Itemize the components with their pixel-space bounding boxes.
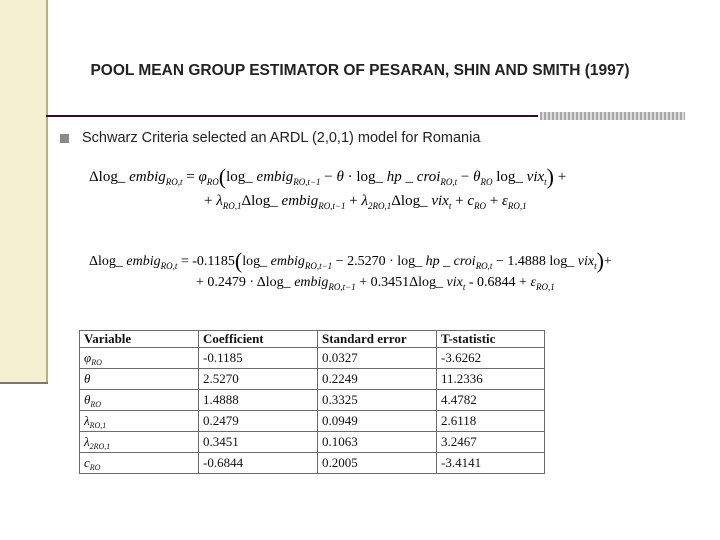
std-error-cell: 0.0949 <box>318 411 437 432</box>
coefficient-cell: 1.4888 <box>199 390 318 411</box>
slide-title: POOL MEAN GROUP ESTIMATOR OF PESARAN, SHIN AND SMITH (1997) <box>90 62 630 79</box>
std-error-cell: 0.0327 <box>318 348 437 369</box>
coefficient-cell: 0.3451 <box>199 432 318 453</box>
std-error-cell: 0.2005 <box>318 453 437 474</box>
table-row <box>80 348 545 369</box>
coefficient-cell: -0.1185 <box>199 348 318 369</box>
bullet-text: Schwarz Criteria selected an ARDL (2,0,1) model for Romania <box>82 130 481 146</box>
t-stat-cell: 11.2336 <box>437 369 545 390</box>
t-stat-cell: 4.4782 <box>437 390 545 411</box>
variable-cell: $c_{RO}$ <box>80 453 199 474</box>
table-row <box>80 390 545 411</box>
coefficient-cell: 0.2479 <box>199 411 318 432</box>
variable-cell: $\lambda_{2RO,1}$ <box>80 432 199 453</box>
std-error-cell: 0.2249 <box>318 369 437 390</box>
variable-cell: $\varphi_{RO}$ <box>80 348 199 369</box>
header-t-statistic: T-statistic <box>437 331 545 348</box>
coefficient-table <box>79 330 545 474</box>
header-coefficient: Coefficient <box>199 331 318 348</box>
t-stat-cell: -3.6262 <box>437 348 545 369</box>
variable-cell: $\theta_{RO}$ <box>80 390 199 411</box>
coefficient-cell: -0.6844 <box>199 453 318 474</box>
coefficient-cell: 2.5270 <box>199 369 318 390</box>
header-variable: Variable <box>80 331 199 348</box>
t-stat-cell: -3.4141 <box>437 453 545 474</box>
estimated-equation-line-2: + 0.2479 · Δlog_ embig$_{RO,t-1}$ + 0.3451Δlog_ $vix_t - 0.6844 + \varepsilon_{RO,1}$ <box>196 275 555 292</box>
table-row <box>80 432 545 453</box>
header-standard-error: Standard error <box>318 331 437 348</box>
t-stat-cell: 2.6118 <box>437 411 545 432</box>
table-row <box>80 411 545 432</box>
std-error-cell: 0.3325 <box>318 390 437 411</box>
t-stat-cell: 3.2467 <box>437 432 545 453</box>
title-divider <box>46 115 538 117</box>
std-error-cell: 0.1063 <box>318 432 437 453</box>
side-band-rule <box>0 382 48 384</box>
model-equation-line-2: + $\lambda_{RO,1}\Delta\log\_$ embig$_{RO,t-1}$ + $\lambda_{2RO,1}\Delta\log\_$ $vix_t + c_{RO} + \varepsilon_{RO,1}$ <box>204 193 527 211</box>
table-row <box>80 369 545 390</box>
model-equation-line-1: Δlog_ embig$_{RO,t}$ = $\varphi_{RO}(\log\_$ embig$_{RO,t-1}$ − θ · log_ hp _ croi$_{RO,t}$ − $\theta_{RO}$ log_ vix$_t$) + <box>89 164 567 189</box>
table-header-row <box>80 331 545 348</box>
decorative-side-band <box>0 0 48 383</box>
title-divider-pattern <box>540 112 685 120</box>
variable-cell: θ <box>80 369 199 390</box>
estimated-equation-line-1: Δlog_ embig$_{RO,t}$ = -0.1185(log_ embig$_{RO,t-1}$ − 2.5270 · log_ hp _ croi$_{RO,t}$ − 1.4888 log_ vix$_t$)+ <box>89 248 612 273</box>
table-row <box>80 453 545 474</box>
variable-cell: $\lambda_{RO,1}$ <box>80 411 199 432</box>
square-bullet-icon <box>60 134 69 143</box>
